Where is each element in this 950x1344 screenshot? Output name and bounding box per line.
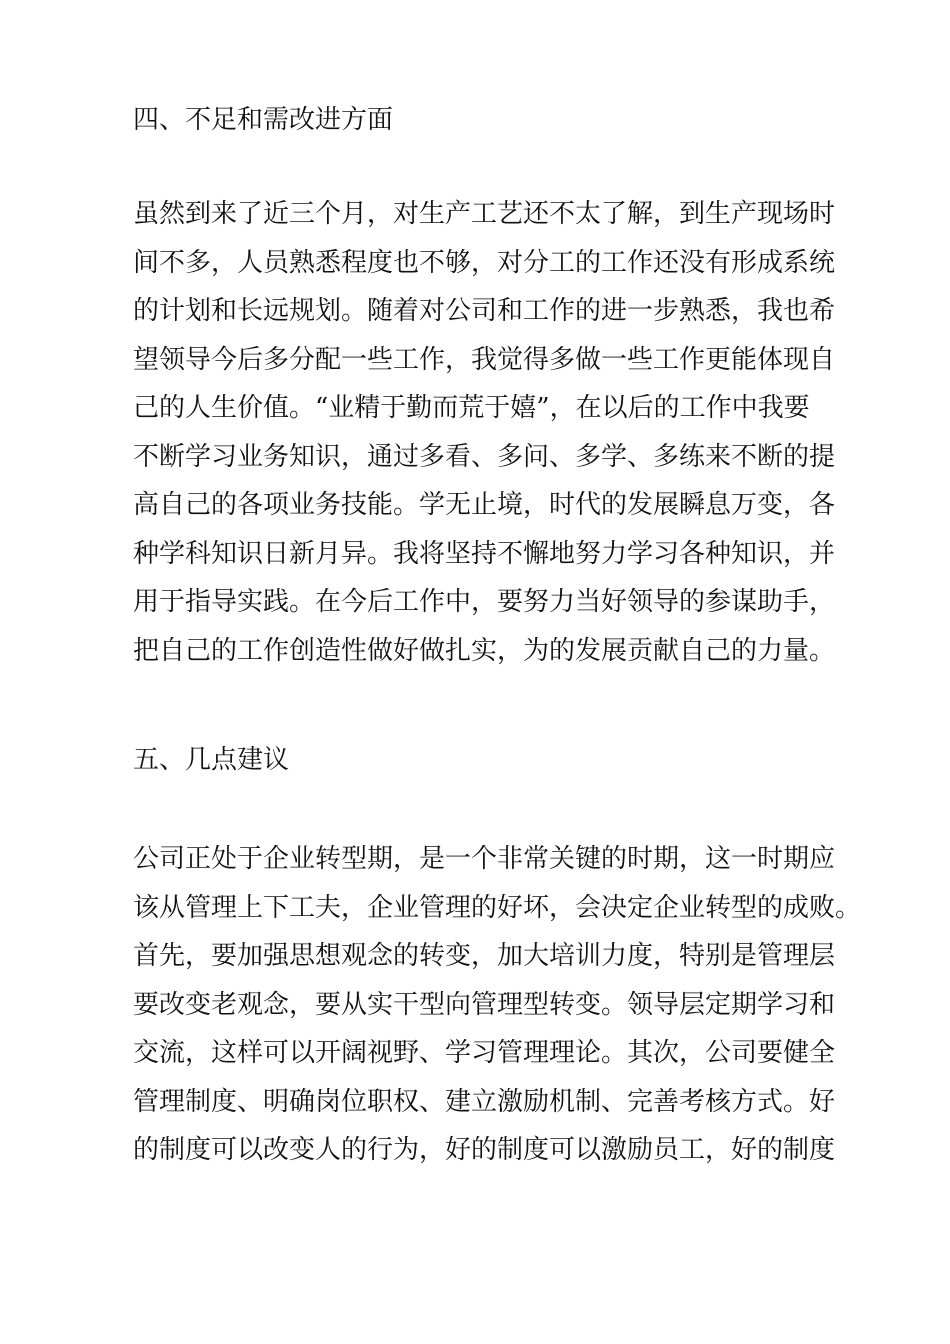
paragraph-line: 该从管理上下工夫，企业管理的好坏，会决定企业转型的成败。 [133, 892, 862, 923]
paragraph-line: 的制度可以改变人的行为，好的制度可以激励员工，好的制度 [133, 1135, 836, 1165]
section-heading-5: 五、几点建议 [133, 745, 290, 775]
paragraph-line: 首先，要加强思想观念的转变，加大培训力度，特别是管理层 [133, 941, 836, 971]
paragraph-line: 公司正处于企业转型期，是一个非常关键的时期，这一时期应 [133, 844, 836, 874]
section-heading-4: 四、不足和需改进方面 [133, 105, 394, 135]
paragraph-line: 的计划和长远规划。随着对公司和工作的进一步熟悉，我也希 [133, 296, 836, 326]
paragraph-line: 望领导今后多分配一些工作，我觉得多做一些工作更能体现自 [133, 344, 836, 375]
paragraph-line: 间不多，人员熟悉程度也不够，对分工的工作还没有形成系统 [133, 247, 836, 278]
section-paragraph-5 [133, 835, 861, 1175]
paragraph-line: 要改变老观念，要从实干型向管理型转变。领导层定期学习和 [133, 989, 836, 1020]
paragraph-line: 虽然到来了近三个月，对生产工艺还不太了解，到生产现场时 [133, 199, 836, 229]
paragraph-line: 用于指导实践。在今后工作中，要努力当好领导的参谋助手， [133, 587, 836, 617]
paragraph-line: 管理制度、明确岗位职权、建立激励机制、完善考核方式。好 [133, 1086, 836, 1117]
paragraph-line: 己的人生价值。“业精于勤而荒于嬉”，在以后的工作中我要 [133, 393, 810, 423]
paragraph-line: 交流，这样可以开阔视野、学习管理理论。其次，公司要健全 [133, 1038, 836, 1068]
section-paragraph-4 [133, 190, 835, 675]
paragraph-line: 高自己的各项业务技能。学无止境，时代的发展瞬息万变，各 [133, 490, 836, 520]
paragraph-line: 把自己的工作创造性做好做扎实，为的发展贡献自己的力量。 [133, 635, 836, 666]
paragraph-line: 不断学习业务知识，通过多看、多问、多学、多练来不断的提 [133, 441, 836, 472]
paragraph-line: 种学科知识日新月异。我将坚持不懈地努力学习各种知识，并 [133, 538, 836, 569]
